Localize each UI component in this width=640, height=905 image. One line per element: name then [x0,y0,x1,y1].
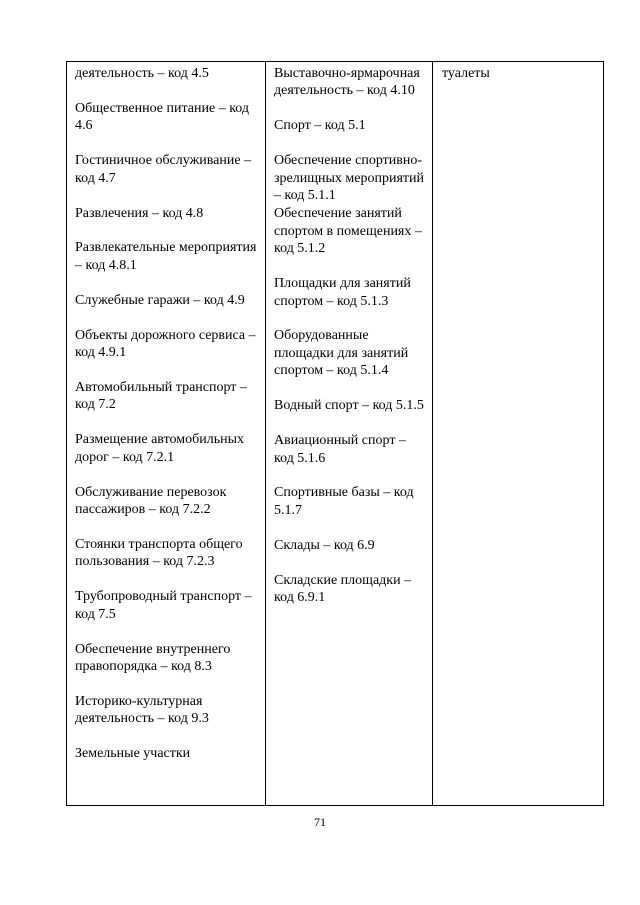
table-entry: деятельность – код 4.5 [75,66,209,81]
table-entry: Спортивные базы – код 5.1.7 [274,485,414,518]
table-entry: Гостиничное обслуживание – код 4.7 [75,153,252,186]
table-column-2 [266,62,433,805]
table-entry: Спорт – код 5.1 [274,118,366,134]
table-entry: Земельные участки [75,746,191,762]
table-entry: Площадки для занятий спортом – код 5.1.3 [274,276,411,309]
table-entry: Обеспечение спортивно-зрелищных мероприятий – код 5.1.1 [274,153,425,204]
table-entry: Общественное питание – код 4.6 [75,100,250,134]
table-entry: Автомобильный транспорт – код 7.2 [75,379,247,413]
table-entry: Складские площадки – код 6.9.1 [274,572,412,606]
table-entry: Стоянки транспорта общего пользования – код 7.2.3 [75,536,243,570]
table-entry: Авиационный спорт – код 5.1.6 [274,433,406,466]
table-entry: Развлекательные мероприятия – код 4.8.1 [75,240,257,273]
table-entry: Склады – код 6.9 [274,537,375,553]
table-entry: Водный спорт – код 5.1.5 [274,398,424,414]
table-column-3 [433,62,603,805]
table-entry: Обслуживание перевозок пассажиров – код 7.2.2 [75,484,227,517]
table-entry: Развлечения – код 4.8 [75,205,204,221]
table-entry: Историко-культурная деятельность – код 9.3 [75,693,209,727]
table-entry: туалеты [442,66,490,81]
table-entry: Трубопроводный транспорт – код 7.5 [75,589,252,622]
table-entry: Размещение автомобильных дорог – код 7.2.1 [75,432,244,465]
table-entry: Выставочно-ярмарочная деятельность – код 4.10 [274,66,420,99]
table-entry: Объекты дорожного сервиса – код 4.9.1 [75,327,256,361]
land-use-table [66,61,604,806]
page-number: 71 [314,815,326,829]
table-entry: Служебные гаражи – код 4.9 [75,292,245,308]
table-entry: Обеспечение внутреннего правопорядка – код 8.3 [75,641,231,674]
table-column-1 [67,62,266,805]
table-entry: Обеспечение занятий спортом в помещениях – код 5.1.2 [274,206,422,257]
table-entry: Оборудованные площадки для занятий спортом – код 5.1.4 [274,328,409,379]
